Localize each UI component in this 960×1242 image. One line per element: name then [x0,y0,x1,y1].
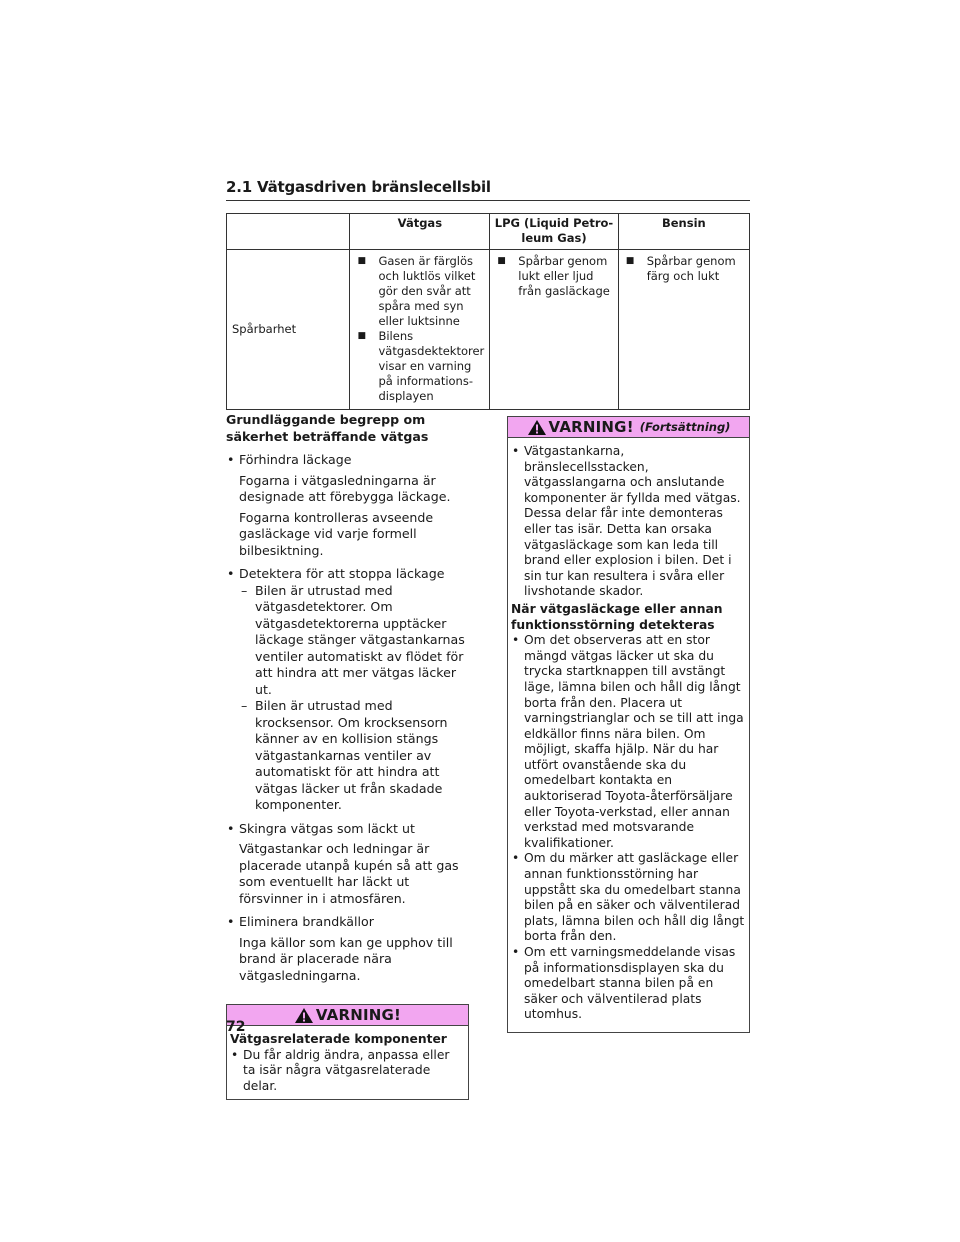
warning-title: VARNING! [548,418,634,436]
warning-header [508,417,749,438]
paragraph: Inga källor som kan ge upphov till brand är placerade nära vätgasledningarna. [239,934,453,983]
warning-item: • Om det observeras att en stor mängd vätgas läcker ut ska du trycka startknappen till avstängt läge, lämna bilen och håll dig långt borta från den. Placera ut varningstrianglar och se till att inga eldkällor finns nära bilen. Om möjligt, skaffa hjälp. När du har utfört ovanstående ska du omedelbart kontakta en auktoriserad Toyota-återförsäljare eller Toyota-verkstad, eller annan verkstad med motsvarande kvalifikationer. [511,633,746,851]
list-item: ■ Spårbar genom lukt eller ljud från gasläckage [495,254,612,299]
warning-body [227,1026,468,1099]
paragraph: Vätgastankar och ledningar är placerade utanpå kupén så att gas som eventuellt har läckt ut försvinner in i atmosfären. [239,841,459,906]
warning-item: • Du får aldrig ändra, anpassa eller ta isär några vätgasrelaterade delar. [230,1048,465,1095]
paragraph: Fogarna kontrolleras avseende gasläckage vid varje formell bilbesiktning. [239,509,434,558]
bullet-eliminate-ignition: • Eliminera brandkällor [226,914,469,931]
warning-item: • Om ett varningsmeddelande visas på informationsdisplayen ska du omedelbart stanna bilen på en säker och välventilerad plats utomhus. [511,945,746,1027]
right-column [507,416,750,1033]
table-header-hydrogen: Vätgas [350,214,490,250]
paragraph: Fogarna i vätgasledningarna är designade att förebygga läckage. [239,472,451,504]
warning-title: VARNING! [315,1005,402,1024]
table-row [227,250,750,410]
warning-box [226,1004,469,1100]
list-item: ■ Gasen är färglös och luktlös vilket gör den svår att spåra med syn eller luktsinne [355,254,484,329]
bullet-detect-leakage: • Detektera för att stoppa läckage [226,566,469,583]
page-number: 72 [226,1019,246,1035]
list-item: ■ Spårbar genom färg och lukt [624,254,744,284]
comparison-table [226,213,750,410]
warning-body [508,438,749,1032]
warning-triangle-icon [294,1007,314,1024]
warning-subtitle: Vätgasrelaterade komponenter [230,1032,447,1046]
list-item: ■ Bilens vätgasdektektorer visar en varning på informations-displayen [355,329,484,404]
warning-subtitle: När vätgasläckage eller annan funktionsstörning detekteras [511,601,723,632]
section-title: Grundläggande begrepp om säkerhet beträffande vätgas [226,412,429,444]
dash-item: – Bilen är utrustad med vätgasdetektorer. Om vätgasdetektorerna upptäcker läckage stänger vätgastankarnas ventiler automatiskt av flödet för att hindra att mer vätgas läcker ut. [226,583,469,699]
table-header-petrol: Bensin [618,214,749,250]
warning-header [227,1005,468,1026]
table-header-lpg: LPG (Liquid Petro- leum Gas) [490,214,618,250]
left-column [226,412,469,1100]
dash-item: – Bilen är utrustad med krocksensor. Om krocksensorn känner av en kollision stängs vätgastankarnas ventiler av automatiskt för att hindra att vätgas läcker ut från skadade komponenter. [226,698,469,814]
warning-item: • Vätgastankarna, bränslecellsstacken, vätgasslangarna och anslutande komponenter är fyllda med vätgas. Dessa delar får inte demonteras eller tas isär. Detta kan orsaka vätgasläckage som kan leda till brand eller explosion i bilen. Det i sin tur kan resultera i svåra eller livshotande skador. [511,444,746,600]
warning-triangle-icon [527,419,547,436]
bullet-disperse-leakage: • Skingra vätgas som läckt ut [226,821,469,838]
table-header-empty [227,214,350,250]
bullet-prevent-leakage: • Förhindra läckage [226,452,469,469]
cell-petrol [618,250,749,410]
warning-continued-label: (Fortsättning) [639,420,731,434]
section-header: 2.1 Vätgasdriven bränslecellsbil [226,178,750,201]
warning-item: • Om du märker att gasläckage eller annan funktionsstörning har uppstått ska du omedelbart stanna bilen på en säker och välventilerad plats, lämna bilen och håll dig långt borta från den. [511,851,746,945]
cell-hydrogen [350,250,490,410]
table-header-row [227,214,750,250]
row-label-traceability: Spårbarhet [227,250,350,410]
cell-lpg [490,250,618,410]
warning-box-continued [507,416,750,1033]
